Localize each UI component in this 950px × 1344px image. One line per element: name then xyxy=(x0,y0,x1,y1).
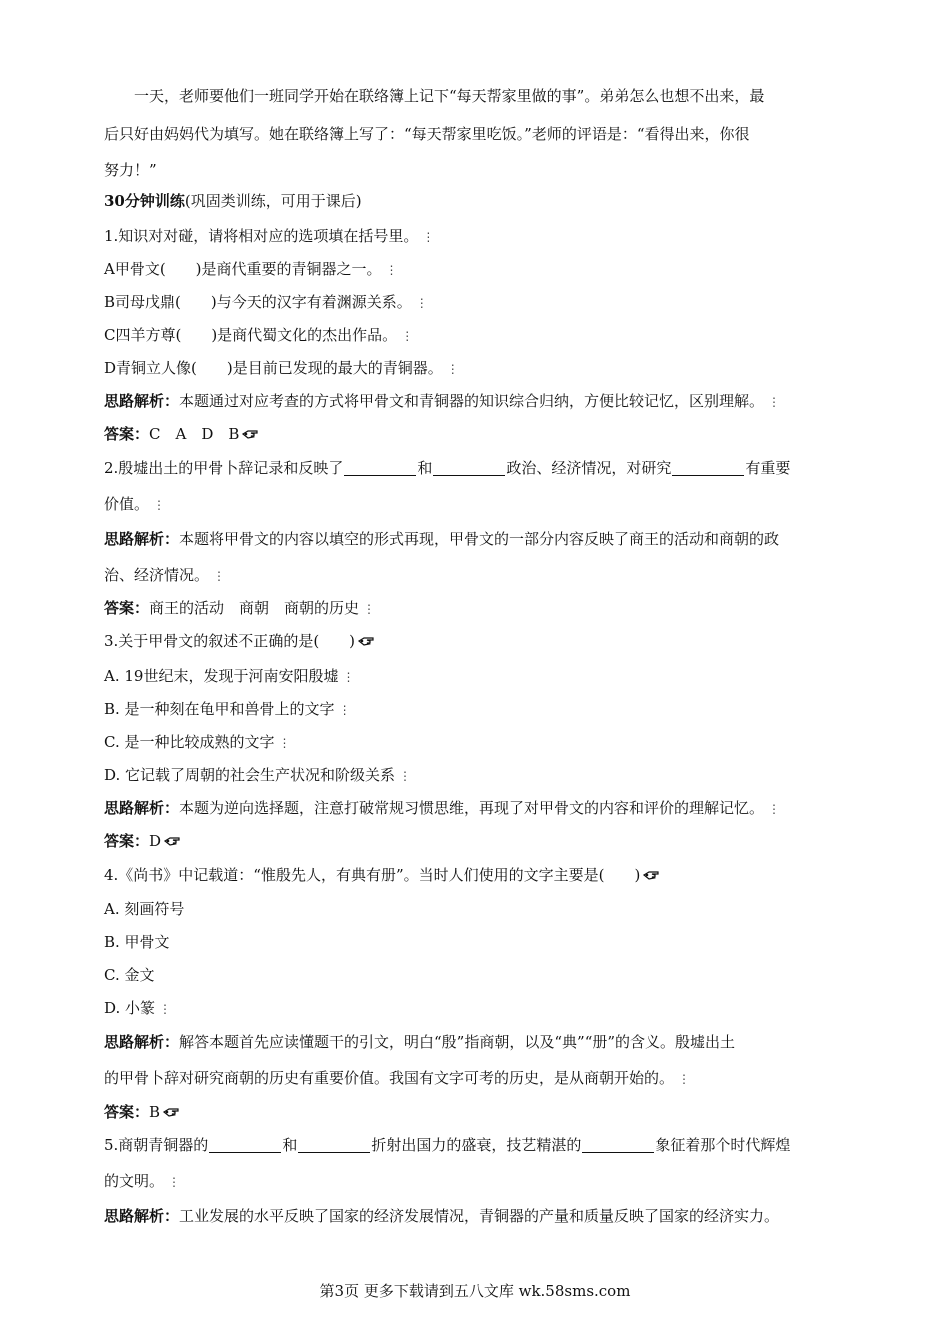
mark-icon: ⋮ xyxy=(401,329,414,343)
mark-icon: ⋮ xyxy=(422,230,435,244)
q4-option-c: C. 金文 xyxy=(104,966,155,984)
q4-answer: 答案：B xyxy=(104,1102,890,1122)
q2-analysis-line-2: 治、经济情况。 ⋮ xyxy=(104,566,226,584)
mark-icon: ⋮ xyxy=(159,1002,172,1016)
mark-icon: ⋮ xyxy=(153,498,166,512)
story-line-3: 努力！” xyxy=(104,161,157,179)
mark-icon: ⋮ xyxy=(446,362,459,376)
q1-option-d: D青铜立人像( )是目前已发现的最大的青铜器。 ⋮ xyxy=(104,359,459,377)
q3-option-b: B. 是一种刻在龟甲和兽骨上的文字 ⋮ xyxy=(104,700,351,718)
q4-stem: 4.《尚书》中记载道：“惟殷先人，有典有册”。当时人们使用的文字主要是( ) xyxy=(104,865,890,885)
mark-icon: ⋮ xyxy=(168,1175,181,1189)
q3-option-a: A. 19世纪末，发现于河南安阳殷墟 ⋮ xyxy=(104,667,355,685)
q2-analysis: 思路解析：本题将甲骨文的内容以填空的形式再现，甲骨文的一部分内容反映了商王的活动和商朝的政 xyxy=(104,530,780,548)
q3-analysis: 思路解析：本题为逆向选择题，注意打破常规习惯思维，再现了对甲骨文的内容和评价的理解记忆。 ⋮ xyxy=(104,799,781,817)
q3-option-d: D. 它记载了周朝的社会生产状况和阶级关系 ⋮ xyxy=(104,766,412,784)
q2-answer: 答案：商王的活动 商朝 商朝的历史 ⋮ xyxy=(104,599,376,617)
pointing-hand-icon xyxy=(164,835,182,847)
q5-analysis: 思路解析：工业发展的水平反映了国家的经济发展情况，青铜器的产量和质量反映了国家的经济实力。 xyxy=(104,1207,780,1225)
mark-icon: ⋮ xyxy=(338,703,351,717)
mark-icon: ⋮ xyxy=(415,296,428,310)
q1-option-a: A甲骨文( )是商代重要的青铜器之一。 ⋮ xyxy=(104,260,398,278)
fill-blank xyxy=(344,460,416,476)
mark-icon: ⋮ xyxy=(385,263,398,277)
pointing-hand-icon xyxy=(643,869,661,881)
page-footer: 第3页 更多下载请到五八文库 wk.58sms.com xyxy=(319,1282,631,1300)
mark-icon: ⋮ xyxy=(399,769,412,783)
mark-icon: ⋮ xyxy=(363,602,376,616)
pointing-hand-icon xyxy=(358,635,376,647)
fill-blank xyxy=(298,1137,370,1153)
pointing-hand-icon xyxy=(163,1106,181,1118)
q1-stem: 1.知识对对碰，请将相对应的选项填在括号里。 ⋮ xyxy=(104,227,435,245)
pointing-hand-icon xyxy=(242,428,260,440)
fill-blank xyxy=(209,1137,281,1153)
q4-analysis-line-2: 的甲骨卜辞对研究商朝的历史有重要价值。我国有文字可考的历史，是从商朝开始的。 ⋮ xyxy=(104,1069,691,1087)
mark-icon: ⋮ xyxy=(678,1072,691,1086)
fill-blank xyxy=(672,460,744,476)
q2-stem-line-2: 价值。 ⋮ xyxy=(104,495,166,513)
mark-icon: ⋮ xyxy=(342,670,355,684)
q1-analysis: 思路解析：本题通过对应考查的方式将甲骨文和青铜器的知识综合归纳，方便比较记忆，区别理解。 ⋮ xyxy=(104,392,781,410)
story-line-2: 后只好由妈妈代为填写。她在联络簿上写了：“每天帮家里吃饭。”老师的评语是：“看得出来，你很 xyxy=(104,125,750,143)
q1-option-b: B司母戊鼎( )与今天的汉字有着渊源关系。 ⋮ xyxy=(104,293,428,311)
q5-stem: 5.商朝青铜器的 和 折射出国力的盛衰，技艺精湛的 象征着那个时代辉煌 xyxy=(104,1136,791,1154)
q4-option-d: D. 小篆 ⋮ xyxy=(104,999,172,1017)
q3-stem: 3.关于甲骨文的叙述不正确的是( ) xyxy=(104,631,890,651)
q1-answer: 答案：C A D B xyxy=(104,424,890,444)
q2-stem: 2.殷墟出土的甲骨卜辞记录和反映了 和 政治、经济情况，对研究 有重要 xyxy=(104,459,791,477)
section-title: 30分钟训练 xyxy=(104,192,185,210)
mark-icon: ⋮ xyxy=(278,736,291,750)
q4-analysis: 思路解析：解答本题首先应读懂题干的引文，明白“殷”指商朝，以及“典”“册”的含义。殷墟出土 xyxy=(104,1033,736,1051)
section-subtitle: (巩固类训练，可用于课后) xyxy=(184,192,362,210)
q3-option-c: C. 是一种比较成熟的文字 ⋮ xyxy=(104,733,291,751)
fill-blank xyxy=(582,1137,654,1153)
q4-option-b: B. 甲骨文 xyxy=(104,933,170,951)
mark-icon: ⋮ xyxy=(213,569,226,583)
story-line-1: 一天，老师要他们一班同学开始在联络簿上记下“每天帮家里做的事”。弟弟怎么也想不出来，最 xyxy=(134,87,765,105)
fill-blank xyxy=(433,460,505,476)
section-heading xyxy=(104,191,890,211)
q3-answer: 答案：D xyxy=(104,831,890,851)
mark-icon: ⋮ xyxy=(768,802,781,816)
q4-option-a: A. 刻画符号 xyxy=(104,900,185,918)
q1-option-c: C四羊方尊( )是商代蜀文化的杰出作品。 ⋮ xyxy=(104,326,414,344)
mark-icon: ⋮ xyxy=(768,395,781,409)
q5-stem-line-2: 的文明。 ⋮ xyxy=(104,1172,181,1190)
